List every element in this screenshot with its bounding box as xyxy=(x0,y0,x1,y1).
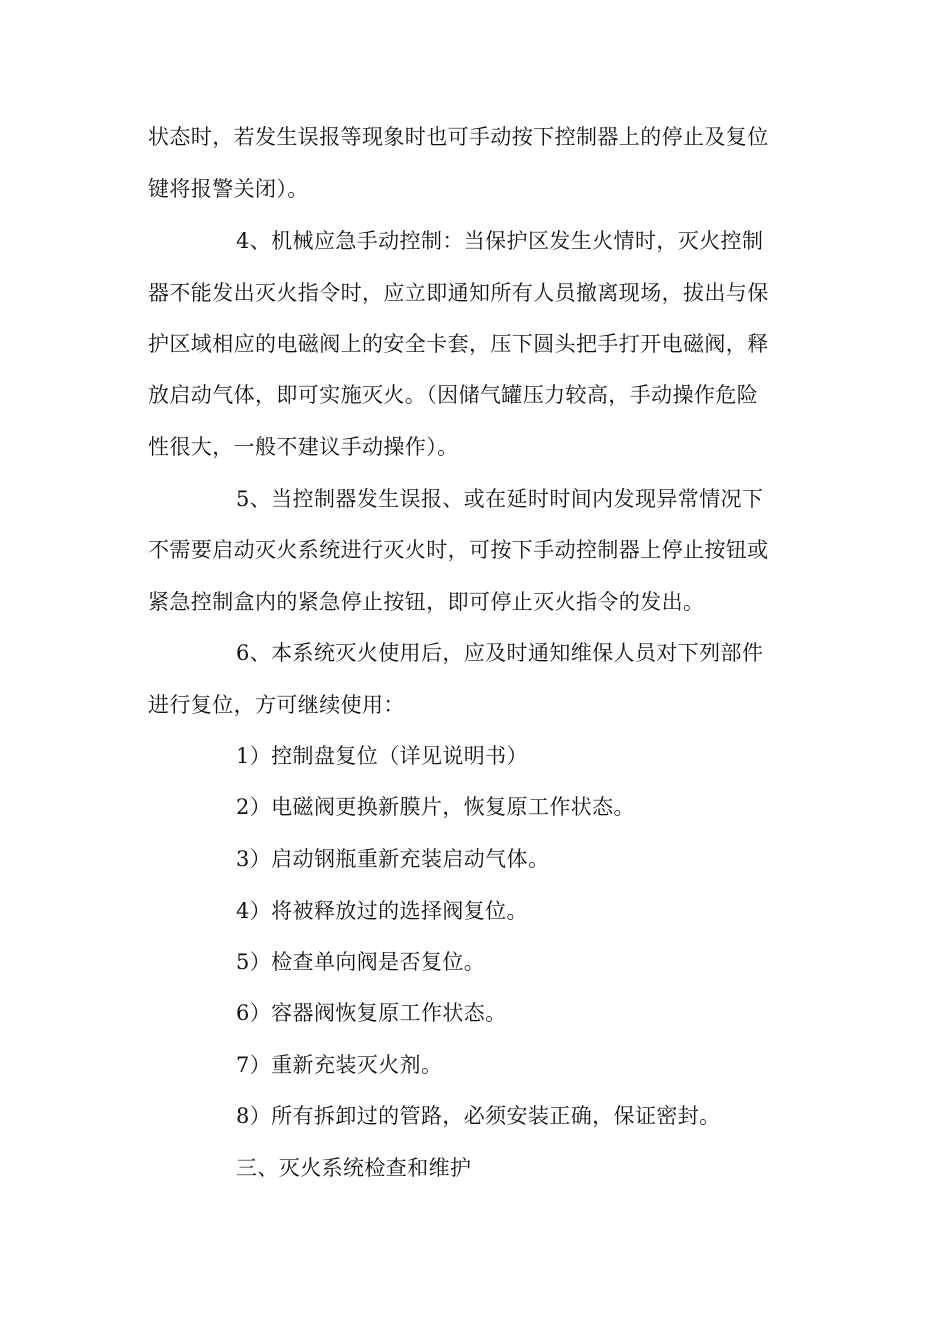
text-line: 不需要启动灭火系统进行灭火时，可按下手动控制器上停止按钮或 xyxy=(148,538,769,562)
list-item: 1）控制盘复位（详见说明书） xyxy=(236,744,528,768)
section-heading: 三、灭火系统检查和维护 xyxy=(236,1156,472,1180)
text-line: 放启动气体，即可实施灭火。（因储气罐压力较高，手动操作危险 xyxy=(148,383,759,407)
text-line: 护区域相应的电磁阀上的安全卡套，压下圆头把手打开电磁阀，释 xyxy=(148,332,769,356)
list-item: 7）重新充装灭火剂。 xyxy=(236,1053,443,1077)
list-item: 3）启动钢瓶重新充装启动气体。 xyxy=(236,847,550,871)
list-item: 5）检查单向阀是否复位。 xyxy=(236,950,486,974)
text-line: 性很大，一般不建议手动操作）。 xyxy=(148,435,459,459)
list-item: 4）将被释放过的选择阀复位。 xyxy=(236,899,528,923)
text-line: 键将报警关闭）。 xyxy=(148,177,309,201)
list-item: 6）容器阀恢复原工作状态。 xyxy=(236,1001,507,1025)
text-line: 紧急控制盒内的紧急停止按钮，即可停止灭火指令的发出。 xyxy=(148,590,705,614)
text-line: 器不能发出灭火指令时，应立即通知所有人员撤离现场，拔出与保 xyxy=(148,281,769,305)
list-item: 8）所有拆卸过的管路，必须安装正确，保证密封。 xyxy=(236,1104,721,1128)
text-line: 4、机械应急手动控制：当保护区发生火情时，灭火控制 xyxy=(236,229,764,253)
list-item: 2）电磁阀更换新膜片，恢复原工作状态。 xyxy=(236,795,635,819)
text-line: 状态时，若发生误报等现象时也可手动按下控制器上的停止及复位 xyxy=(148,125,769,149)
text-line: 5、当控制器发生误报、或在延时时间内发现异常情况下 xyxy=(236,487,764,511)
text-line: 6、本系统灭火使用后，应及时通知维保人员对下列部件 xyxy=(236,641,764,665)
text-line: 进行复位，方可继续使用： xyxy=(148,693,405,717)
